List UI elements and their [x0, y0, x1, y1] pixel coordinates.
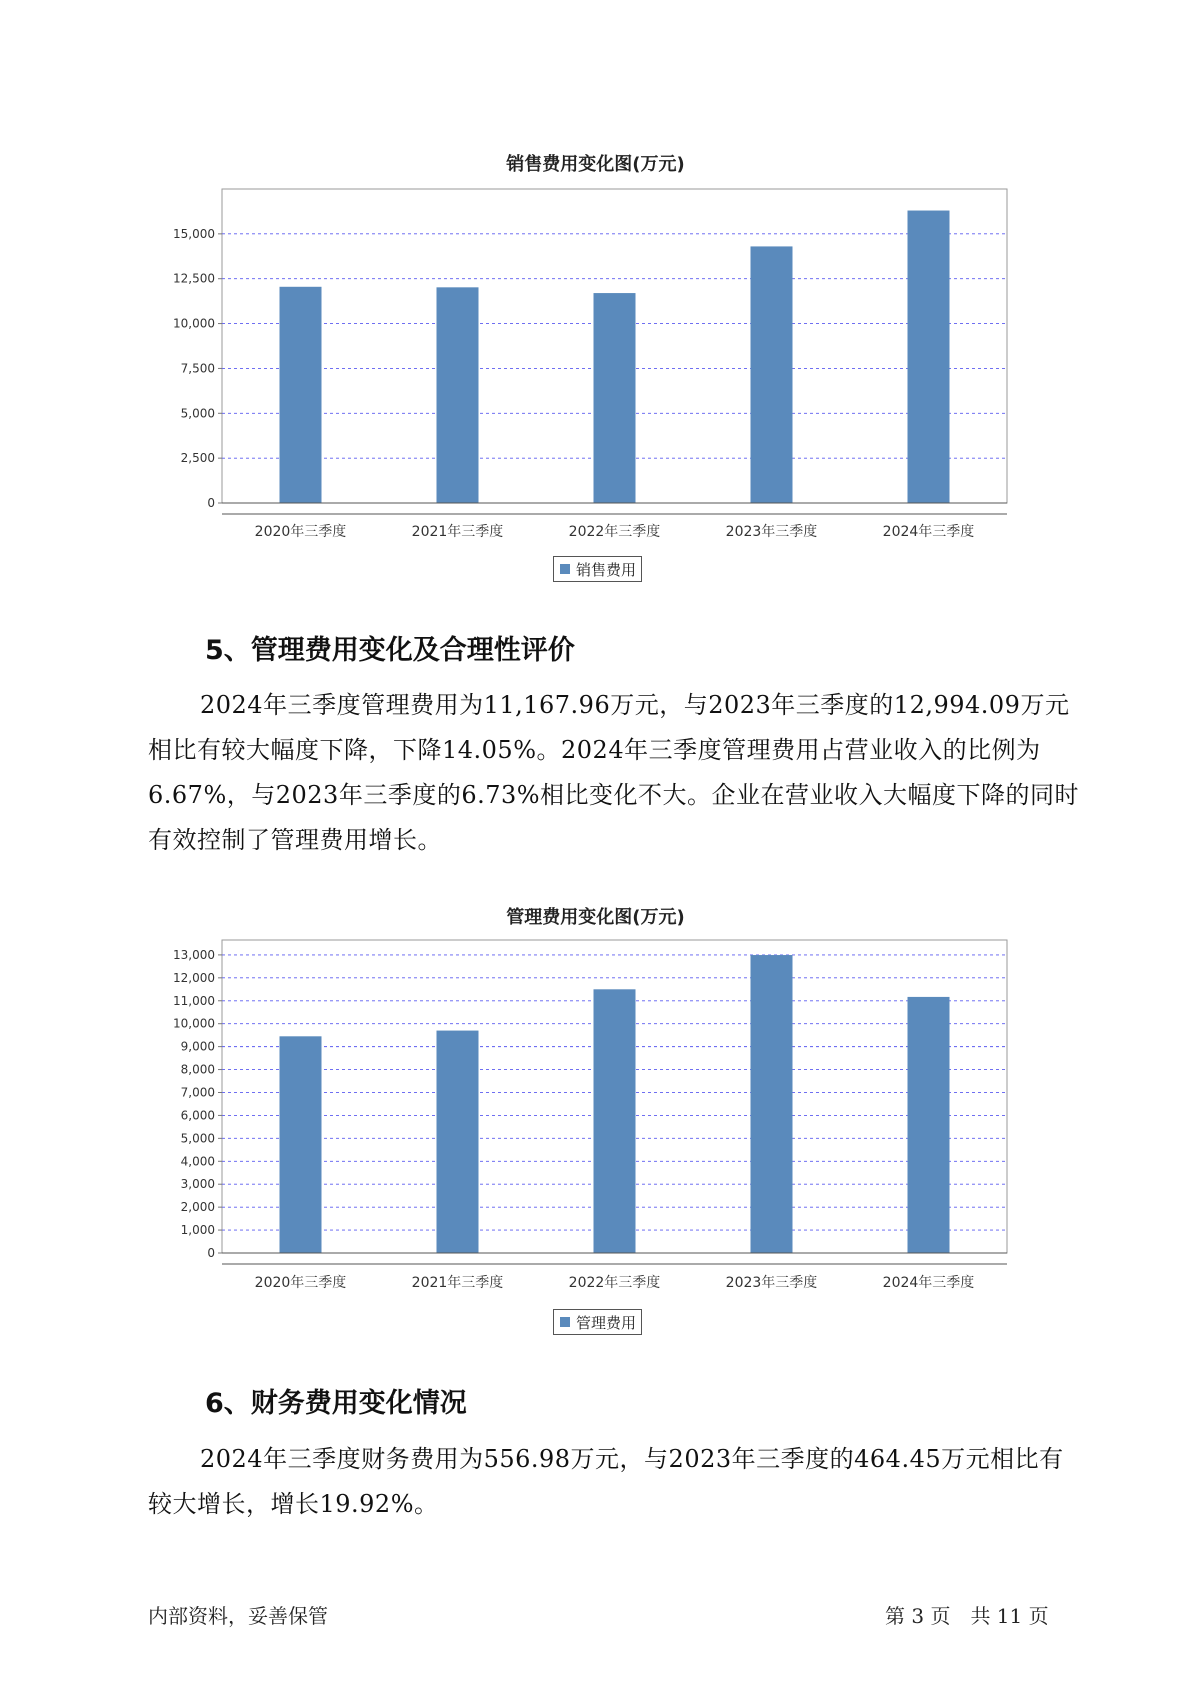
bar: [908, 997, 950, 1253]
footer-page-number: 第 3 页 共 11 页: [885, 1604, 1049, 1628]
x-tick-label: 2023年三季度: [725, 524, 818, 540]
bar: [594, 989, 636, 1253]
x-tick-label: 2020年三季度: [254, 1275, 347, 1291]
y-tick-label: 12,000: [173, 970, 215, 985]
section-heading-management: 5、管理费用变化及合理性评价: [205, 635, 575, 666]
y-tick-label: 2,000: [180, 1200, 215, 1215]
y-tick-label: 4,000: [180, 1154, 215, 1169]
y-tick-label: 13,000: [173, 947, 215, 962]
x-tick-label: 2020年三季度: [254, 524, 347, 540]
x-tick-label: 2021年三季度: [411, 524, 504, 540]
y-tick-label: 2,500: [180, 451, 215, 466]
x-tick-label: 2021年三季度: [411, 1275, 504, 1291]
bar: [437, 287, 479, 503]
bar: [280, 287, 322, 503]
y-tick-label: 0: [207, 1246, 215, 1260]
x-tick-label: 2022年三季度: [568, 524, 661, 540]
y-tick-label: 10,000: [173, 1016, 215, 1031]
y-tick-label: 11,000: [173, 993, 215, 1008]
management-expense-chart: [0, 940, 1191, 1291]
y-tick-label: 5,000: [180, 406, 215, 421]
sales-expense-chart: [0, 185, 1191, 540]
bar: [594, 293, 636, 503]
y-tick-label: 6,000: [180, 1108, 215, 1123]
bar: [751, 955, 793, 1253]
legend-swatch: [560, 1317, 570, 1327]
y-tick-label: 1,000: [180, 1223, 215, 1238]
y-tick-label: 0: [207, 496, 215, 510]
management-chart-legend: [553, 1309, 642, 1335]
x-tick-label: 2023年三季度: [725, 1275, 818, 1291]
sales-chart-legend: [553, 556, 642, 582]
bar: [908, 211, 950, 503]
legend-label: 销售费用: [576, 560, 637, 579]
y-tick-label: 3,000: [180, 1177, 215, 1192]
section-heading-finance: 6、财务费用变化情况: [205, 1388, 467, 1419]
management-chart-title: 管理费用变化图(万元): [506, 907, 685, 928]
y-tick-label: 8,000: [180, 1062, 215, 1077]
legend-swatch: [560, 564, 570, 574]
x-tick-label: 2022年三季度: [568, 1275, 661, 1291]
bar: [280, 1036, 322, 1253]
y-tick-label: 10,000: [173, 316, 215, 331]
legend-label: 管理费用: [576, 1313, 637, 1332]
y-tick-label: 5,000: [180, 1131, 215, 1146]
x-tick-label: 2024年三季度: [882, 524, 975, 540]
bar: [751, 246, 793, 503]
finance-paragraph: 2024年三季度财务费用为556.98万元，与2023年三季度的464.45万元相比有较大增长，增长19.92%。: [148, 1445, 1064, 1518]
sales-chart-title: 销售费用变化图(万元): [506, 154, 685, 175]
bar: [437, 1031, 479, 1253]
y-tick-label: 12,500: [173, 271, 215, 286]
management-paragraph: 2024年三季度管理费用为11,167.96万元，与2023年三季度的12,994.09万元相比有较大幅度下降，下降14.05%。2024年三季度管理费用占营业收入的比例为6.67%，与2023年三季度的6.73%相比变化不大。企业在营业收入大幅度下降的同时有效控制了管理费用增长。: [148, 691, 1080, 854]
footer-confidential-note: 内部资料，妥善保管: [148, 1604, 328, 1628]
y-tick-label: 9,000: [180, 1039, 215, 1054]
y-tick-label: 7,500: [180, 361, 215, 376]
y-tick-label: 7,000: [180, 1085, 215, 1100]
x-tick-label: 2024年三季度: [882, 1275, 975, 1291]
y-tick-label: 15,000: [173, 226, 215, 241]
